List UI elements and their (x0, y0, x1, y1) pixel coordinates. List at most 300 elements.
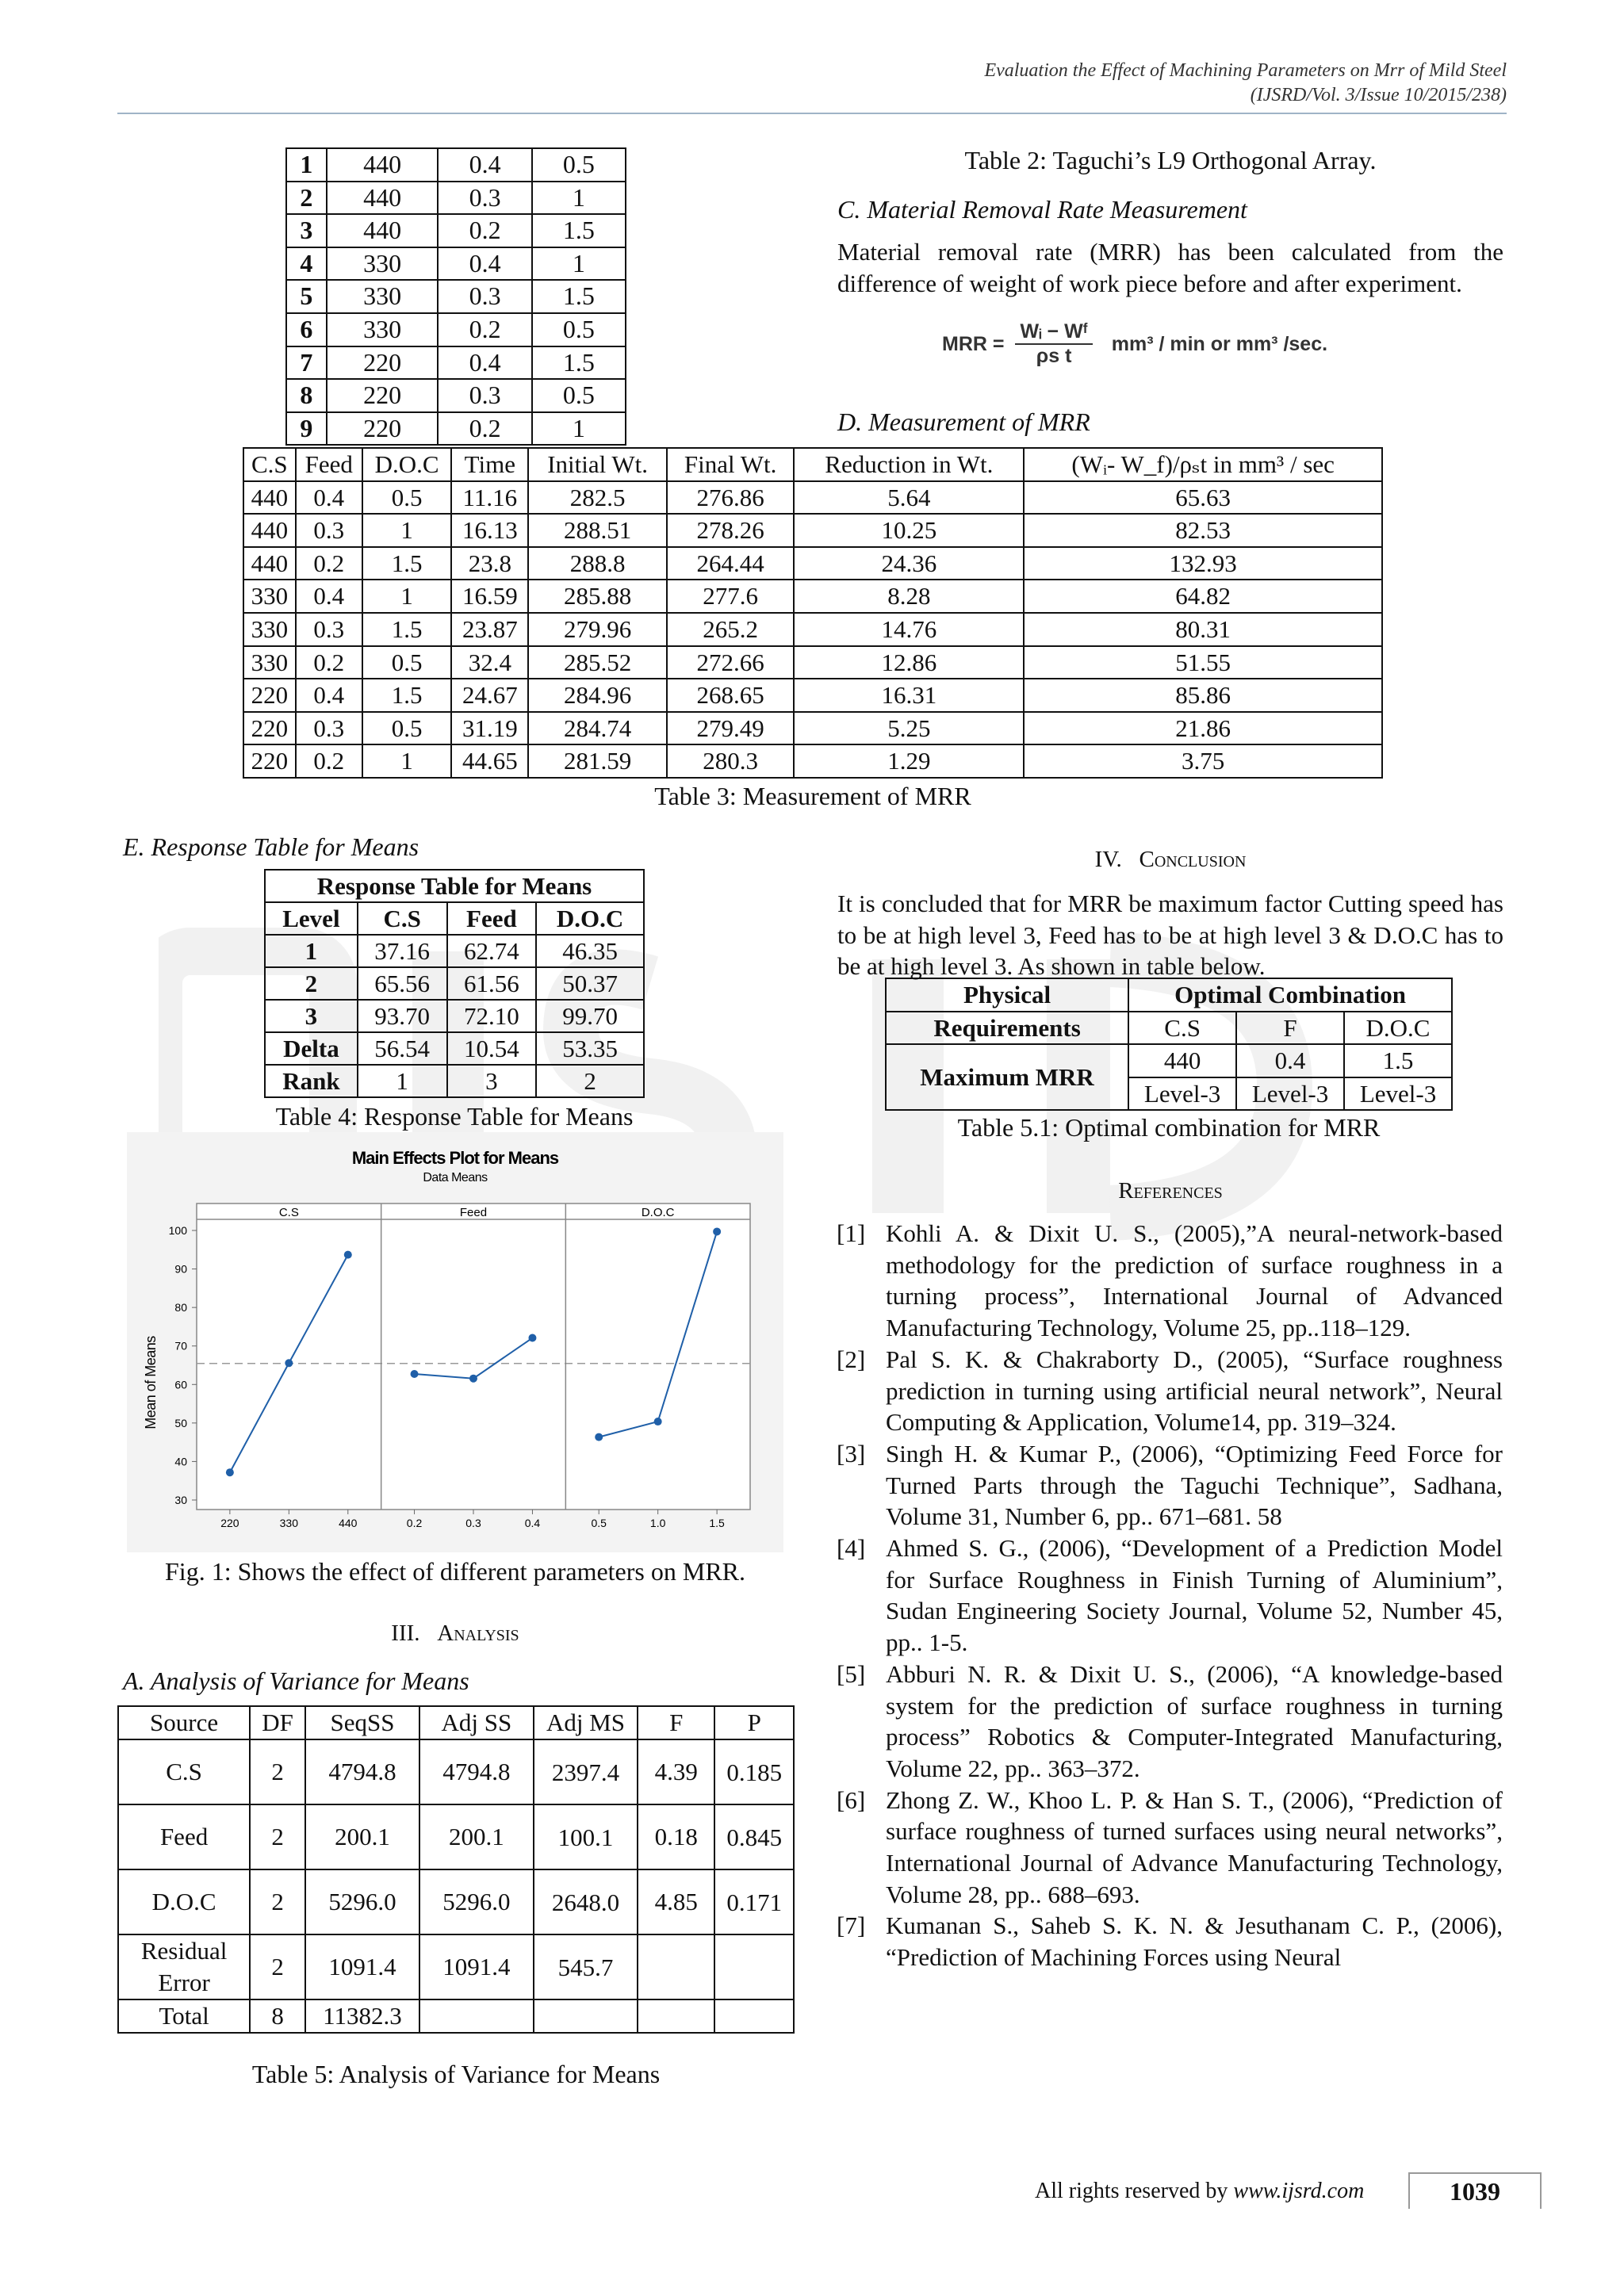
column-header: C.S (358, 902, 447, 935)
table-row (118, 1999, 794, 2033)
table-cell: Total (118, 1999, 250, 2033)
table-cell: 220 (243, 679, 296, 712)
table3-caption: Table 3: Measurement of MRR (654, 782, 971, 810)
references-list (837, 1218, 1503, 1973)
t51-val-cs: 440 (1128, 1044, 1236, 1077)
table-cell: 265.2 (667, 613, 795, 646)
panel-strip-label: C.S (278, 1206, 299, 1219)
table-cell: 12.86 (794, 646, 1024, 679)
table-cell: 0.5 (532, 148, 626, 182)
table-cell: 0.4 (438, 346, 531, 380)
table-cell: 330 (327, 313, 439, 346)
table-cell: 5.64 (794, 481, 1024, 515)
table-cell (419, 1999, 534, 2033)
table-cell: Residual Error (118, 1934, 250, 1999)
table-cell: 9 (286, 412, 327, 446)
table-cell: 23.87 (451, 613, 528, 646)
table-cell: 2 (250, 1739, 305, 1804)
reference-number: [7] (837, 1911, 866, 1940)
t51-row-label: Maximum MRR (886, 1044, 1128, 1110)
table-cell: 24.67 (451, 679, 528, 712)
header-volume: (IJSRD/Vol. 3/Issue 10/2015/238) (1250, 85, 1507, 105)
table-cell: 0.2 (438, 313, 531, 346)
table-cell: 2 (536, 1065, 644, 1097)
conclusion-text: It is concluded that for MRR be maximum factor Cutting speed has to be at high level 3, Feed has to be at high level 3 & D.O.C has to be at high level 3. As shown in table below. (837, 890, 1503, 980)
table-cell: 288.51 (528, 514, 666, 547)
t51-val-f: 0.4 (1236, 1044, 1344, 1077)
table-cell: 1.5 (532, 280, 626, 313)
table-cell: 279.96 (528, 613, 666, 646)
column-header: (Wᵢ- W_f)/ρₛt in mm³ / sec (1024, 448, 1382, 481)
table-l9-array (285, 147, 626, 446)
table-cell: 220 (243, 712, 296, 745)
table-cell: 93.70 (358, 1000, 447, 1032)
table-cell: 64.82 (1024, 580, 1382, 613)
y-tick-label: 30 (174, 1494, 187, 1506)
analysis-title: Analysis (437, 1621, 519, 1646)
table-row (286, 214, 626, 247)
t51-optimal: Optimal Combination (1128, 978, 1452, 1012)
data-point (411, 1370, 419, 1378)
table-cell: 10.25 (794, 514, 1024, 547)
table-cell: 5296.0 (305, 1869, 419, 1934)
table-cell: 220 (243, 744, 296, 778)
table-cell: 440 (243, 547, 296, 580)
column-header: Reduction in Wt. (794, 448, 1024, 481)
reference-text: Kohli A. & Dixit U. S., (2005),”A neural-network-based methodology for the prediction of surface roughness in a turning process”, International Journal of Advanced Manufacturing Technology, Volume 25, pp..118–129. (886, 1219, 1503, 1342)
table-row (286, 313, 626, 346)
x-tick-label: 0.4 (524, 1517, 541, 1529)
table-cell: 200.1 (305, 1804, 419, 1869)
table-cell: 1091.4 (419, 1934, 534, 1999)
references-heading: References (1118, 1178, 1223, 1203)
table-cell: 8.28 (794, 580, 1024, 613)
table-cell: 31.19 (451, 712, 528, 745)
y-tick-label: 70 (174, 1339, 187, 1353)
table-cell: 2 (250, 1934, 305, 1999)
table-cell: 85.86 (1024, 679, 1382, 712)
table-cell: 1.5 (532, 346, 626, 380)
column-header: DF (250, 1706, 305, 1739)
table-row (286, 379, 626, 412)
section-conclusion-heading (837, 847, 1503, 873)
table-cell: Delta (265, 1032, 358, 1065)
data-point (654, 1418, 662, 1425)
running-header (984, 59, 1507, 108)
x-tick-label: 220 (220, 1517, 239, 1529)
table-cell: 50.37 (536, 967, 644, 1000)
table-cell: 200.1 (419, 1804, 534, 1869)
table-row (243, 547, 1382, 580)
column-header: Time (451, 448, 528, 481)
conclusion-num: IV. (1094, 847, 1122, 872)
table-cell: 2 (250, 1804, 305, 1869)
table-cell: 1 (362, 744, 451, 778)
section-analysis-heading (119, 1621, 791, 1647)
t51-level-f: Level-3 (1236, 1077, 1344, 1111)
table-cell: 0.4 (438, 247, 531, 281)
table-row (118, 1804, 794, 1869)
section-c-text: Material removal rate (MRR) has been calculated from the difference of weight of work piece before and after experiment. (837, 238, 1503, 297)
reference-item (837, 1218, 1503, 1344)
table-cell: 1.5 (362, 679, 451, 712)
table-cell: 100.1 (534, 1804, 638, 1869)
data-point (528, 1334, 536, 1342)
panel-strip-label: Feed (459, 1206, 488, 1219)
table-cell: 0.3 (438, 182, 531, 215)
table-row (243, 580, 1382, 613)
table-cell: 330 (327, 247, 439, 281)
table-cell: 132.93 (1024, 547, 1382, 580)
chart-y-label: Mean of Means (143, 1336, 159, 1429)
main-effects-chart (127, 1132, 783, 1552)
table-cell: C.S (118, 1739, 250, 1804)
data-point (713, 1227, 721, 1235)
table-mrr-measurement (243, 447, 1383, 779)
table-cell: 0.3 (296, 514, 362, 547)
t51-col-doc: D.O.C (1344, 1012, 1452, 1045)
table-cell: D.O.C (118, 1869, 250, 1934)
data-point (595, 1433, 603, 1441)
table-cell: 282.5 (528, 481, 666, 515)
conclusion-title: Conclusion (1139, 847, 1247, 872)
formula-numerator: Wᵢ − Wᶠ (1015, 320, 1092, 345)
reference-item (837, 1344, 1503, 1438)
column-header: Feed (447, 902, 537, 935)
table-cell: 1.5 (532, 214, 626, 247)
table4-caption: Table 4: Response Table for Means (275, 1102, 634, 1131)
column-header: Adj MS (534, 1706, 638, 1739)
table-cell: 1 (532, 412, 626, 446)
table-cell: 23.8 (451, 547, 528, 580)
column-header: Initial Wt. (528, 448, 666, 481)
column-header: Adj SS (419, 1706, 534, 1739)
table-cell (638, 1999, 714, 2033)
column-header: SeqSS (305, 1706, 419, 1739)
formula-denominator: ρs t (1036, 345, 1072, 367)
column-header: D.O.C (362, 448, 451, 481)
table-cell: 278.26 (667, 514, 795, 547)
table-cell: 46.35 (536, 935, 644, 967)
reference-number: [5] (837, 1659, 866, 1688)
table-row (265, 1065, 644, 1097)
table-cell: 0.5 (532, 313, 626, 346)
table-cell: 0.4 (296, 481, 362, 515)
table-cell: 0.4 (438, 148, 531, 182)
fig1-caption: Fig. 1: Shows the effect of different parameters on MRR. (165, 1557, 745, 1586)
table-cell: 280.3 (667, 744, 795, 778)
table-cell: 44.65 (451, 744, 528, 778)
table-row (243, 481, 1382, 515)
table-cell: 2648.0 (534, 1869, 638, 1934)
reference-text: Singh H. & Kumar P., (2006), “Optimizing Feed Force for Turned Parts through the Taguchi Technique”, Sadhana, Volume 31, Number 6, pp.. 671–681. 58 (886, 1439, 1503, 1531)
table-cell: 1.5 (362, 547, 451, 580)
table-cell (534, 1999, 638, 2033)
table-row (243, 744, 1382, 778)
t51-requirements: Requirements (886, 1012, 1128, 1045)
t51-level-doc: Level-3 (1344, 1077, 1452, 1111)
mrr-formula (942, 320, 1327, 368)
table-cell: 80.31 (1024, 613, 1382, 646)
table-cell: 32.4 (451, 646, 528, 679)
table-cell: 1.5 (362, 613, 451, 646)
table-cell: 281.59 (528, 744, 666, 778)
data-point (285, 1359, 293, 1367)
table-cell: 0.5 (532, 379, 626, 412)
table-optimal-combination (885, 978, 1453, 1111)
table-cell: 5296.0 (419, 1869, 534, 1934)
table-cell: 440 (243, 481, 296, 515)
table-row (286, 182, 626, 215)
table-cell: 1 (362, 514, 451, 547)
table-row (265, 1032, 644, 1065)
table-cell: 99.70 (536, 1000, 644, 1032)
table-cell: 0.171 (714, 1869, 794, 1934)
table-cell: 3 (286, 214, 327, 247)
y-tick-label: 40 (174, 1455, 187, 1468)
table-row (118, 1934, 794, 1999)
column-header: D.O.C (536, 902, 644, 935)
chart-subtitle: Data Means (423, 1171, 488, 1184)
table-cell: 0.3 (438, 280, 531, 313)
table-cell: 220 (327, 346, 439, 380)
table-row (118, 1869, 794, 1934)
table-cell: 1091.4 (305, 1934, 419, 1999)
table4-title: Response Table for Means (265, 870, 644, 902)
table-cell: 6 (286, 313, 327, 346)
table-cell: 1 (362, 580, 451, 613)
column-header: F (638, 1706, 714, 1739)
column-header: C.S (243, 448, 296, 481)
reference-number: [1] (837, 1219, 866, 1247)
table-cell: 3 (265, 1000, 358, 1032)
table-cell: 272.66 (667, 646, 795, 679)
table-cell: 288.8 (528, 547, 666, 580)
table-cell: 440 (243, 514, 296, 547)
table-row (286, 412, 626, 446)
column-header: Source (118, 1706, 250, 1739)
reference-item (837, 1910, 1503, 1973)
table-cell: 0.2 (296, 646, 362, 679)
table-cell: Feed (118, 1804, 250, 1869)
table-cell: 3 (447, 1065, 537, 1097)
table-cell: 268.65 (667, 679, 795, 712)
header-title: Evaluation the Effect of Machining Parameters on Mrr of Mild Steel (984, 60, 1507, 81)
table-cell: 285.52 (528, 646, 666, 679)
table-cell: 72.10 (447, 1000, 537, 1032)
table-cell: 276.86 (667, 481, 795, 515)
y-tick-label: 90 (174, 1262, 187, 1276)
table-cell: 330 (327, 280, 439, 313)
chart-title: Main Effects Plot for Means (351, 1148, 559, 1168)
table-row (265, 1000, 644, 1032)
table-cell: 1 (358, 1065, 447, 1097)
x-tick-label: 1.0 (649, 1517, 666, 1529)
table2-caption: Table 2: Taguchi’s L9 Orthogonal Array. (964, 146, 1377, 174)
x-tick-label: 0.2 (406, 1517, 423, 1529)
table-cell: 264.44 (667, 547, 795, 580)
footer-site-link[interactable]: www.ijsrd.com (1233, 2179, 1365, 2203)
table-cell: 62.74 (447, 935, 537, 967)
y-tick-label: 50 (174, 1416, 187, 1429)
data-point (469, 1375, 477, 1383)
table-cell: 0.3 (296, 712, 362, 745)
formula-lhs: MRR = (942, 332, 1005, 355)
plot-frame (197, 1203, 750, 1510)
reference-text: Ahmed S. G., (2006), “Development of a Prediction Model for Surface Roughness in Finish Turning of Aluminium”, Sudan Engineering Society Journal, Volume 52, Number 45, pp.. 1-5. (886, 1534, 1503, 1657)
table-cell: 2397.4 (534, 1739, 638, 1804)
x-tick-label: 1.5 (709, 1517, 725, 1529)
table-row (243, 712, 1382, 745)
table-cell: 0.5 (362, 646, 451, 679)
table-cell: 2 (265, 967, 358, 1000)
table-row (286, 346, 626, 380)
table-cell: 16.59 (451, 580, 528, 613)
table-row (243, 613, 1382, 646)
table-row (243, 646, 1382, 679)
section-d-title: D. Measurement of MRR (837, 408, 1090, 436)
t51-physical: Physical (886, 978, 1128, 1012)
table-cell: 0.2 (438, 214, 531, 247)
table-cell: 1 (265, 935, 358, 967)
table-cell: 5 (286, 280, 327, 313)
main-effects-plot (127, 1132, 783, 1552)
table-row (286, 280, 626, 313)
table-cell: 0.3 (438, 379, 531, 412)
reference-item (837, 1785, 1503, 1911)
table-cell: 51.55 (1024, 646, 1382, 679)
table-cell: 545.7 (534, 1934, 638, 1999)
table-cell: 440 (327, 182, 439, 215)
column-header: Final Wt. (667, 448, 795, 481)
table-response-means (264, 869, 645, 1098)
table-cell: Rank (265, 1065, 358, 1097)
x-tick-label: 0.5 (591, 1517, 607, 1529)
t51-col-f: F (1236, 1012, 1344, 1045)
table-cell: 0.5 (362, 481, 451, 515)
reference-item (837, 1438, 1503, 1533)
reference-item (837, 1659, 1503, 1785)
t51-level-cs: Level-3 (1128, 1077, 1236, 1111)
reference-text: Zhong Z. W., Khoo L. P. & Han S. T., (2006), “Prediction of surface roughness of turned surfaces using neural networks”, International Journal of Advance Manufacturing Technology, Volume 28, pp.. 688–693. (886, 1785, 1503, 1908)
table-cell: 5.25 (794, 712, 1024, 745)
table-cell: 0.4 (296, 679, 362, 712)
reference-text: Abburi N. R. & Dixit U. S., (2006), “A knowledge-based system for the prediction of surface roughness in turning process” Robotics & Computer-Integrated Manufacturing, Volume 22, pp.. 363–372. (886, 1659, 1503, 1782)
table-row (286, 148, 626, 182)
table-cell: 3.75 (1024, 744, 1382, 778)
table-cell: 4 (286, 247, 327, 281)
table-cell: 1 (286, 148, 327, 182)
y-tick-label: 80 (174, 1301, 187, 1314)
table-cell: 4794.8 (305, 1739, 419, 1804)
table-cell: 14.76 (794, 613, 1024, 646)
table-cell: 16.13 (451, 514, 528, 547)
table-cell: 4.39 (638, 1739, 714, 1804)
y-tick-label: 60 (174, 1378, 187, 1391)
data-point (344, 1251, 352, 1259)
table5-caption: Table 5: Analysis of Variance for Means (251, 2060, 661, 2088)
header-rule (117, 113, 1507, 114)
reference-number: [6] (837, 1785, 866, 1814)
table-cell: 0.18 (638, 1804, 714, 1869)
column-header: Feed (296, 448, 362, 481)
table-cell: 220 (327, 412, 439, 446)
table-cell: 279.49 (667, 712, 795, 745)
x-tick-label: 330 (279, 1517, 299, 1529)
table-cell: 284.74 (528, 712, 666, 745)
table-row (118, 1739, 794, 1804)
y-tick-label: 100 (168, 1224, 187, 1237)
analysis-num: III. (391, 1621, 420, 1646)
table-cell: 65.63 (1024, 481, 1382, 515)
column-header: P (714, 1706, 794, 1739)
x-tick-label: 0.3 (465, 1517, 481, 1529)
footer-text: All rights reserved by (1035, 2179, 1234, 2203)
table-cell: 330 (243, 646, 296, 679)
table-cell: 0.3 (296, 613, 362, 646)
table-cell: 56.54 (358, 1032, 447, 1065)
table-cell: 4.85 (638, 1869, 714, 1934)
x-tick-label: 440 (339, 1517, 358, 1529)
table-cell: 277.6 (667, 580, 795, 613)
table-cell (638, 1934, 714, 1999)
table-cell: 2 (250, 1869, 305, 1934)
t51-col-cs: C.S (1128, 1012, 1236, 1045)
table-anova (117, 1705, 795, 2034)
table-cell: 53.35 (536, 1032, 644, 1065)
table-cell: 82.53 (1024, 514, 1382, 547)
table-cell: 11382.3 (305, 1999, 419, 2033)
formula-units: mm³ / min or mm³ /sec. (1111, 332, 1328, 355)
table-cell: 8 (286, 379, 327, 412)
table-cell: 330 (243, 580, 296, 613)
page-number: 1039 (1408, 2172, 1542, 2209)
section-e-title: E. Response Table for Means (123, 832, 419, 861)
table-cell: 440 (327, 148, 439, 182)
section-c-title: C. Material Removal Rate Measurement (837, 195, 1247, 224)
table-row (243, 514, 1382, 547)
reference-text: Pal S. K. & Chakraborty D., (2005), “Surface roughness prediction in turning using artificial neural network”, Neural Computing & Application, Volume14, pp. 319–324. (886, 1345, 1503, 1437)
table-cell: 65.56 (358, 967, 447, 1000)
reference-item (837, 1533, 1503, 1659)
data-point (226, 1468, 234, 1476)
table-cell: 0.185 (714, 1739, 794, 1804)
table-cell: 24.36 (794, 547, 1024, 580)
table-cell: 37.16 (358, 935, 447, 967)
reference-number: [3] (837, 1439, 866, 1468)
table-cell: 8 (250, 1999, 305, 2033)
table-cell: 220 (327, 379, 439, 412)
table-cell: 440 (327, 214, 439, 247)
table-cell (714, 1934, 794, 1999)
reference-number: [4] (837, 1534, 866, 1563)
table-cell: 16.31 (794, 679, 1024, 712)
table-cell: 21.86 (1024, 712, 1382, 745)
table-cell (714, 1999, 794, 2033)
table51-caption: Table 5.1: Optimal combination for MRR (957, 1113, 1381, 1142)
t51-val-doc: 1.5 (1344, 1044, 1452, 1077)
table-cell: 0.845 (714, 1804, 794, 1869)
table-cell: 0.2 (296, 547, 362, 580)
formula-fraction (1015, 320, 1092, 368)
table-cell: 0.4 (296, 580, 362, 613)
table-cell: 0.2 (438, 412, 531, 446)
table-cell: 0.5 (362, 712, 451, 745)
table-cell: 61.56 (447, 967, 537, 1000)
table-cell: 284.96 (528, 679, 666, 712)
table-cell: 330 (243, 613, 296, 646)
footer-rights (1035, 2179, 1364, 2204)
